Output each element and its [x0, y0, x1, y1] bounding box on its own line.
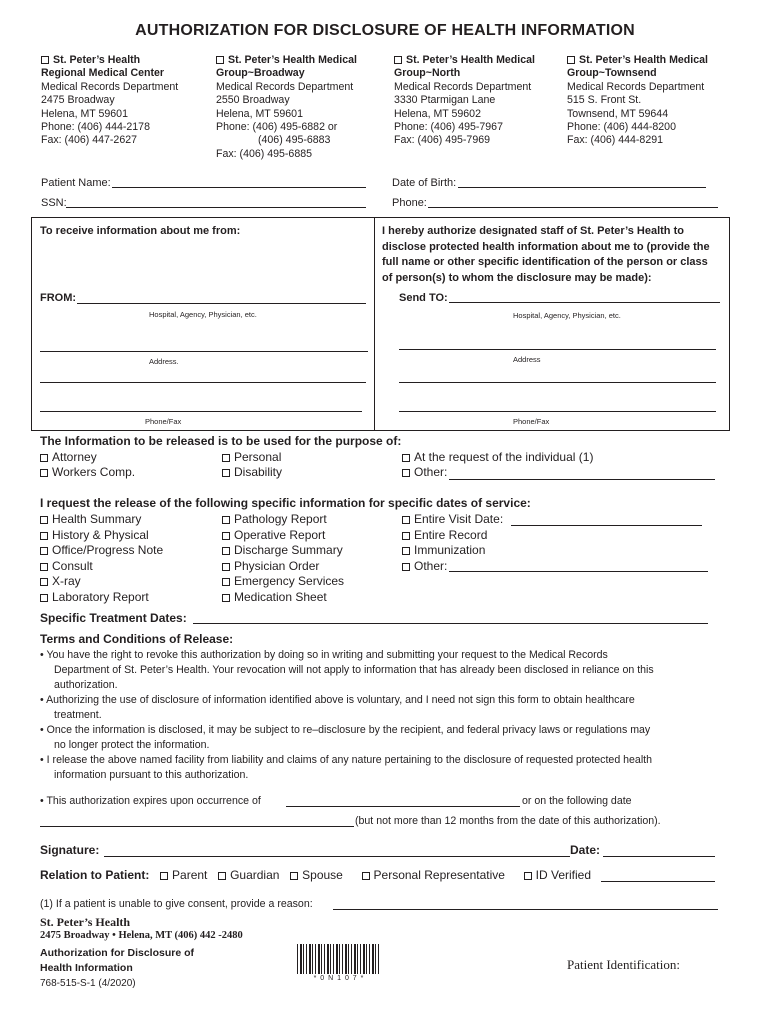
reason-field[interactable] [333, 909, 718, 910]
request-other-field[interactable] [449, 571, 708, 572]
purpose-other[interactable]: Other: [402, 465, 447, 479]
from-hint-phone: Phone/Fax [145, 417, 182, 426]
phone-label: Phone: [392, 197, 427, 209]
checkbox[interactable] [402, 516, 410, 524]
id-verified-field[interactable] [601, 881, 715, 882]
checkbox[interactable] [402, 532, 410, 540]
send-to-address-field-2[interactable] [399, 382, 716, 383]
location-broadway: St. Peter’s Health Medical Group~Broadway Medical Records Department 2550 Broadway Helena, MT 59601 Phone: (406) 495-6882 or (406) 495-6883 Fax: (406) 495-6885 [216, 54, 357, 160]
checkbox[interactable] [40, 532, 48, 540]
from-hint-hospital: Hospital, Agency, Physician, etc. [149, 310, 257, 319]
checkbox[interactable] [40, 578, 48, 586]
phone-field[interactable] [428, 207, 718, 208]
dob-field[interactable] [458, 187, 706, 188]
expire-text: • This authorization expires upon occurrence of [40, 795, 261, 807]
item-emergency[interactable]: Emergency Services [222, 574, 344, 590]
relation-representative[interactable]: Personal Representative [362, 868, 505, 882]
terms-heading: Terms and Conditions of Release: [40, 632, 234, 646]
item-pathology[interactable]: Pathology Report [222, 512, 344, 528]
checkbox[interactable] [160, 872, 168, 880]
checkbox[interactable] [218, 872, 226, 880]
item-entire-record[interactable]: Entire Record [402, 528, 503, 544]
from-address-field[interactable] [40, 351, 368, 352]
patient-name-label: Patient Name: [41, 177, 111, 189]
send-to-address-field[interactable] [399, 349, 716, 350]
send-to-label: Send TO: [399, 292, 448, 304]
barcode-text: * 0 N 1 0 7 * [313, 975, 365, 982]
checkbox[interactable] [40, 563, 48, 571]
checkbox[interactable] [222, 532, 230, 540]
item-immunization[interactable]: Immunization [402, 543, 503, 559]
from-heading: To receive information about me from: [40, 225, 241, 237]
from-hint-address: Address. [149, 357, 179, 366]
item-consult[interactable]: Consult [40, 559, 163, 575]
checkbox[interactable] [362, 872, 370, 880]
item-medication[interactable]: Medication Sheet [222, 590, 344, 606]
treatment-dates-label: Specific Treatment Dates: [40, 611, 187, 625]
patient-identification-label: Patient Identification: [567, 957, 680, 972]
purpose-workers-comp[interactable]: Workers Comp. [40, 465, 135, 479]
item-laboratory[interactable]: Laboratory Report [40, 590, 163, 606]
from-name-field[interactable] [77, 303, 366, 304]
footer-org: St. Peter’s Health [40, 915, 131, 929]
footer-form-name-2: Health Information [40, 962, 133, 974]
send-to-heading: I hereby authorize designated staff of St. Peter’s Health to disclose protected health information about me to (provide the full name or other specific identification of the person or class of person(s) to whom the disclosure may be made): [382, 225, 710, 284]
ssn-field[interactable] [66, 207, 366, 208]
item-physician-order[interactable]: Physician Order [222, 559, 344, 575]
from-box [31, 217, 375, 431]
relation-spouse[interactable]: Spouse [290, 868, 343, 882]
checkbox[interactable] [402, 469, 410, 477]
terms-list: • You have the right to revoke this authorization by doing so in writing and submitting your request to the Medical Records Department of St. Peter’s Health. Your revocation will not apply to information that has already been disclosed in reliance on this authorization. • Authorizing the use of disclosure of information identified above is voluntary, and I need not sign this form to obtain healthcare treatment. • Once the information is disclosed, it may be subject to re–disclosure by the recipient, and federal privacy laws or regulations may no longer protect the information. • I release the above named facility from liability and claims of any nature pertaining to the disclosure of requested protected health information pursuant to this authorization. [40, 649, 654, 781]
purpose-heading: The Information to be released is to be used for the purpose of: [40, 434, 402, 448]
checkbox[interactable] [222, 454, 230, 462]
expire-limit: (but not more than 12 months from the date of this authorization). [355, 815, 661, 827]
patient-name-field[interactable] [112, 187, 366, 188]
request-heading: I request the release of the following specific information for specific dates of service: [40, 496, 531, 510]
item-office-progress[interactable]: Office/Progress Note [40, 543, 163, 559]
send-to-name-field[interactable] [449, 302, 720, 303]
ssn-label: SSN: [41, 197, 67, 209]
signature-label: Signature: [40, 843, 100, 857]
item-entire-visit[interactable]: Entire Visit Date: [402, 512, 503, 528]
checkbox[interactable] [40, 469, 48, 477]
location-townsend: St. Peter’s Health Medical Group~Townsend Medical Records Department 515 S. Front St. Townsend, MT 59644 Phone: (406) 444-8200 Fax: (406) 444-8291 [567, 54, 708, 147]
checkbox[interactable] [40, 516, 48, 524]
treatment-dates-field[interactable] [193, 623, 708, 624]
item-xray[interactable]: X-ray [40, 574, 163, 590]
footer-address: 2475 Broadway • Helena, MT (406) 442 -2480 [40, 930, 243, 941]
relation-row: Relation to Patient: Parent Guardian Spouse Personal Representative ID Verified [40, 868, 591, 882]
location-rmc: St. Peter’s Health Regional Medical Center Medical Records Department 2475 Broadway Helena, MT 59601 Phone: (406) 444-2178 Fax: (406) 447-2627 [41, 54, 179, 147]
send-to-phone-field[interactable] [399, 411, 716, 412]
checkbox[interactable] [402, 547, 410, 555]
from-address-field-2[interactable] [40, 382, 366, 383]
checkbox[interactable] [567, 56, 575, 64]
purpose-personal[interactable]: Personal [222, 450, 281, 464]
checkbox[interactable] [216, 56, 224, 64]
item-discharge[interactable]: Discharge Summary [222, 543, 344, 559]
expire-date-field[interactable] [40, 826, 354, 827]
relation-parent[interactable]: Parent [160, 868, 207, 882]
from-phone-field[interactable] [40, 411, 362, 412]
request-col3 [402, 512, 503, 574]
footnote: (1) If a patient is unable to give consent, provide a reason: [40, 898, 313, 910]
checkbox[interactable] [394, 56, 402, 64]
form-title: AUTHORIZATION FOR DISCLOSURE OF HEALTH INFORMATION [135, 22, 635, 39]
checkbox[interactable] [524, 872, 532, 880]
checkbox[interactable] [40, 547, 48, 555]
checkbox[interactable] [222, 516, 230, 524]
checkbox[interactable] [222, 594, 230, 602]
send-hint-hospital: Hospital, Agency, Physician, etc. [513, 311, 621, 320]
send-hint-address: Address [513, 355, 541, 364]
item-health-summary[interactable]: Health Summary [40, 512, 163, 528]
relation-guardian[interactable]: Guardian [218, 868, 279, 882]
item-operative[interactable]: Operative Report [222, 528, 344, 544]
relation-id-verified[interactable]: ID Verified [524, 868, 591, 882]
send-hint-phone: Phone/Fax [513, 417, 550, 426]
request-col1 [40, 512, 163, 605]
item-history-physical[interactable]: History & Physical [40, 528, 163, 544]
purpose-attorney[interactable]: Attorney [40, 450, 97, 464]
checkbox[interactable] [222, 578, 230, 586]
checkbox[interactable] [222, 469, 230, 477]
checkbox[interactable] [402, 563, 410, 571]
location-north: St. Peter’s Health Medical Group~North Medical Records Department 3330 Ptarmigan Lane Helena, MT 59602 Phone: (406) 495-7967 Fax: (406) 495-7969 [394, 54, 535, 147]
barcode [297, 944, 381, 974]
expire-or-date: or on the following date [522, 795, 632, 807]
purpose-disability[interactable]: Disability [222, 465, 282, 479]
purpose-other-field[interactable] [449, 479, 715, 480]
request-col2 [222, 512, 344, 605]
checkbox[interactable] [41, 56, 49, 64]
item-other[interactable]: Other: [402, 559, 503, 575]
expire-event-field[interactable] [286, 806, 520, 807]
entire-visit-date-field[interactable] [511, 525, 702, 526]
date-field[interactable] [603, 856, 715, 857]
checkbox[interactable] [40, 594, 48, 602]
date-label: Date: [570, 843, 601, 857]
checkbox[interactable] [222, 547, 230, 555]
checkbox[interactable] [40, 454, 48, 462]
checkbox[interactable] [402, 454, 410, 462]
dob-label: Date of Birth: [392, 177, 457, 189]
purpose-individual[interactable]: At the request of the individual (1) [402, 450, 593, 464]
checkbox[interactable] [222, 563, 230, 571]
signature-field[interactable] [104, 856, 570, 857]
footer-form-name-1: Authorization for Disclosure of [40, 947, 195, 959]
from-label: FROM: [40, 292, 77, 304]
footer-form-code: 768-515-S-1 (4/2020) [40, 978, 136, 989]
checkbox[interactable] [290, 872, 298, 880]
